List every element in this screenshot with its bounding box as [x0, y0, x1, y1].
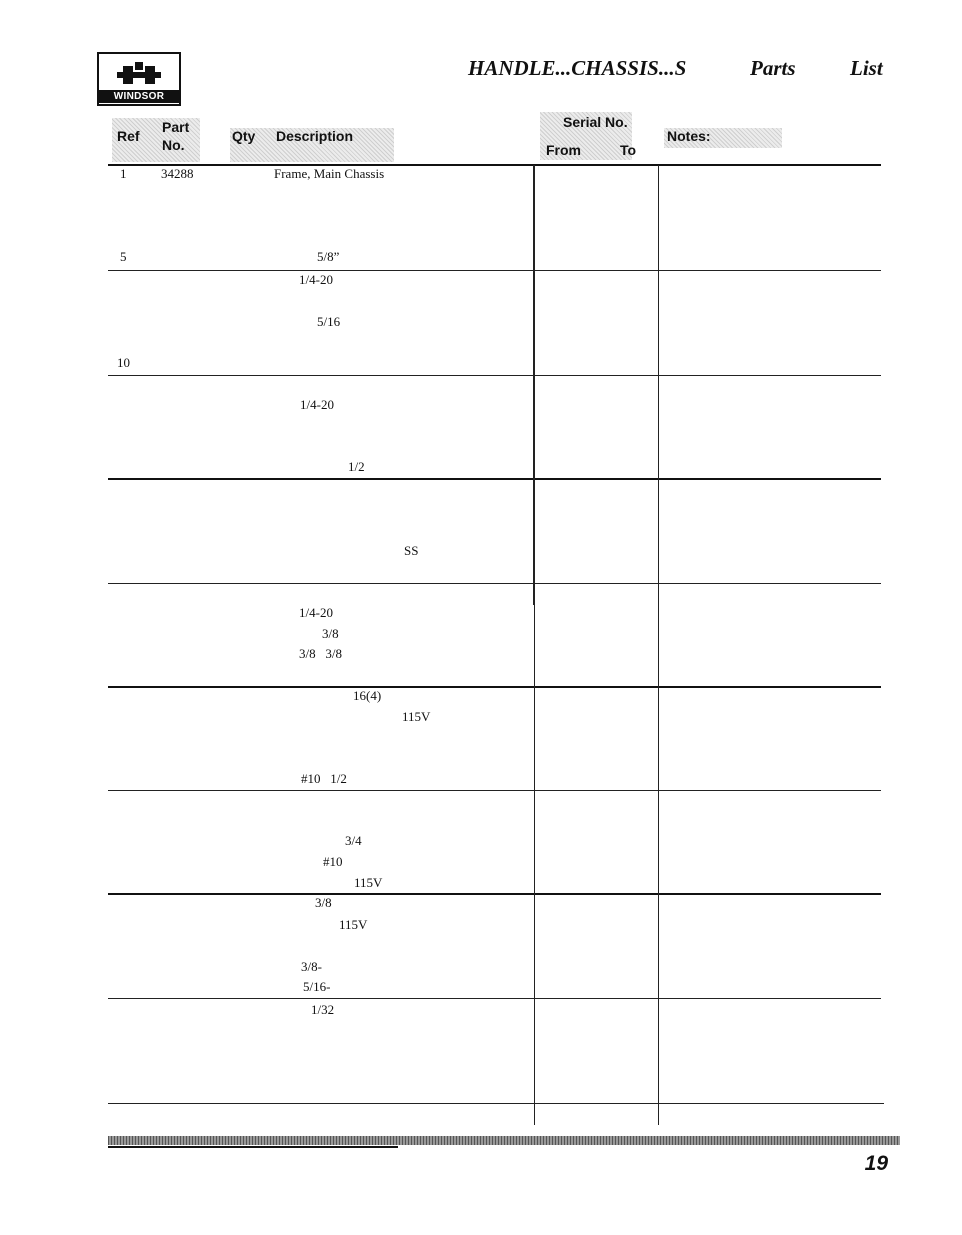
- description-cell: Frame, Main Chassis: [274, 166, 385, 181]
- description-cell: 3/8-: [301, 959, 322, 974]
- description-cell: 5/8”: [317, 249, 340, 264]
- serial-column-left-rule: [534, 605, 535, 1125]
- col-header-description: Description: [276, 128, 354, 144]
- logo-text: WINDSOR: [99, 90, 179, 103]
- header-rule: [108, 164, 881, 166]
- description-cell: 16(4): [353, 688, 382, 703]
- description-cell: SS: [404, 543, 419, 558]
- description-cell: 1/4-20: [299, 605, 333, 620]
- ref-cell: 1: [120, 166, 127, 181]
- description-cell: 1/4-20: [300, 397, 334, 412]
- description-cell: 5/16: [317, 314, 341, 329]
- windsor-emblem-icon: [117, 60, 161, 84]
- description-cell: 3/4: [345, 833, 362, 848]
- page-title: HANDLE...CHASSIS...S: [468, 56, 687, 80]
- description-cell: 1/32: [311, 1002, 335, 1017]
- col-header-part: Part: [162, 119, 190, 135]
- row-divider: [108, 686, 881, 688]
- row-divider: [108, 893, 881, 895]
- part-no-cell: 34288: [161, 166, 194, 181]
- description-cell: #10 1/2: [301, 771, 347, 786]
- description-cell: 1/2: [348, 459, 365, 474]
- row-divider: [108, 478, 881, 480]
- description-cell: 3/8: [322, 626, 339, 641]
- footer-underline: [108, 1146, 398, 1148]
- notes-column-left-rule: [658, 165, 659, 1125]
- col-header-no: No.: [162, 137, 185, 153]
- col-header-to: To: [620, 142, 637, 158]
- col-header-ref: Ref: [117, 128, 140, 144]
- serial-column-left-rule: [533, 165, 535, 605]
- description-cell: 5/16-: [303, 979, 331, 994]
- col-header-from: From: [546, 142, 581, 158]
- description-cell: 3/8: [315, 895, 332, 910]
- row-divider: [108, 790, 881, 791]
- page-title-parts: Parts: [750, 56, 796, 80]
- page-title-list: List: [850, 56, 883, 80]
- description-cell: 1/4-20: [299, 272, 333, 287]
- row-divider: [108, 583, 881, 584]
- description-cell: #10: [323, 854, 343, 869]
- page-number: 19: [864, 1152, 888, 1175]
- description-cell: 3/8 3/8: [299, 646, 342, 661]
- row-divider: [108, 375, 881, 376]
- col-header-notes: Notes:: [667, 128, 711, 144]
- description-cell: 115V: [354, 875, 383, 890]
- footer-bar: [108, 1136, 900, 1145]
- col-header-qty: Qty: [232, 128, 256, 144]
- row-divider: [108, 1103, 884, 1104]
- row-divider: [108, 998, 881, 999]
- col-header-serial: Serial No.: [563, 114, 628, 130]
- description-cell: 115V: [402, 709, 431, 724]
- row-divider: [108, 270, 881, 271]
- ref-cell: 10: [117, 355, 130, 370]
- description-cell: 115V: [339, 917, 368, 932]
- windsor-logo: [97, 52, 181, 106]
- ref-cell: 5: [120, 249, 127, 264]
